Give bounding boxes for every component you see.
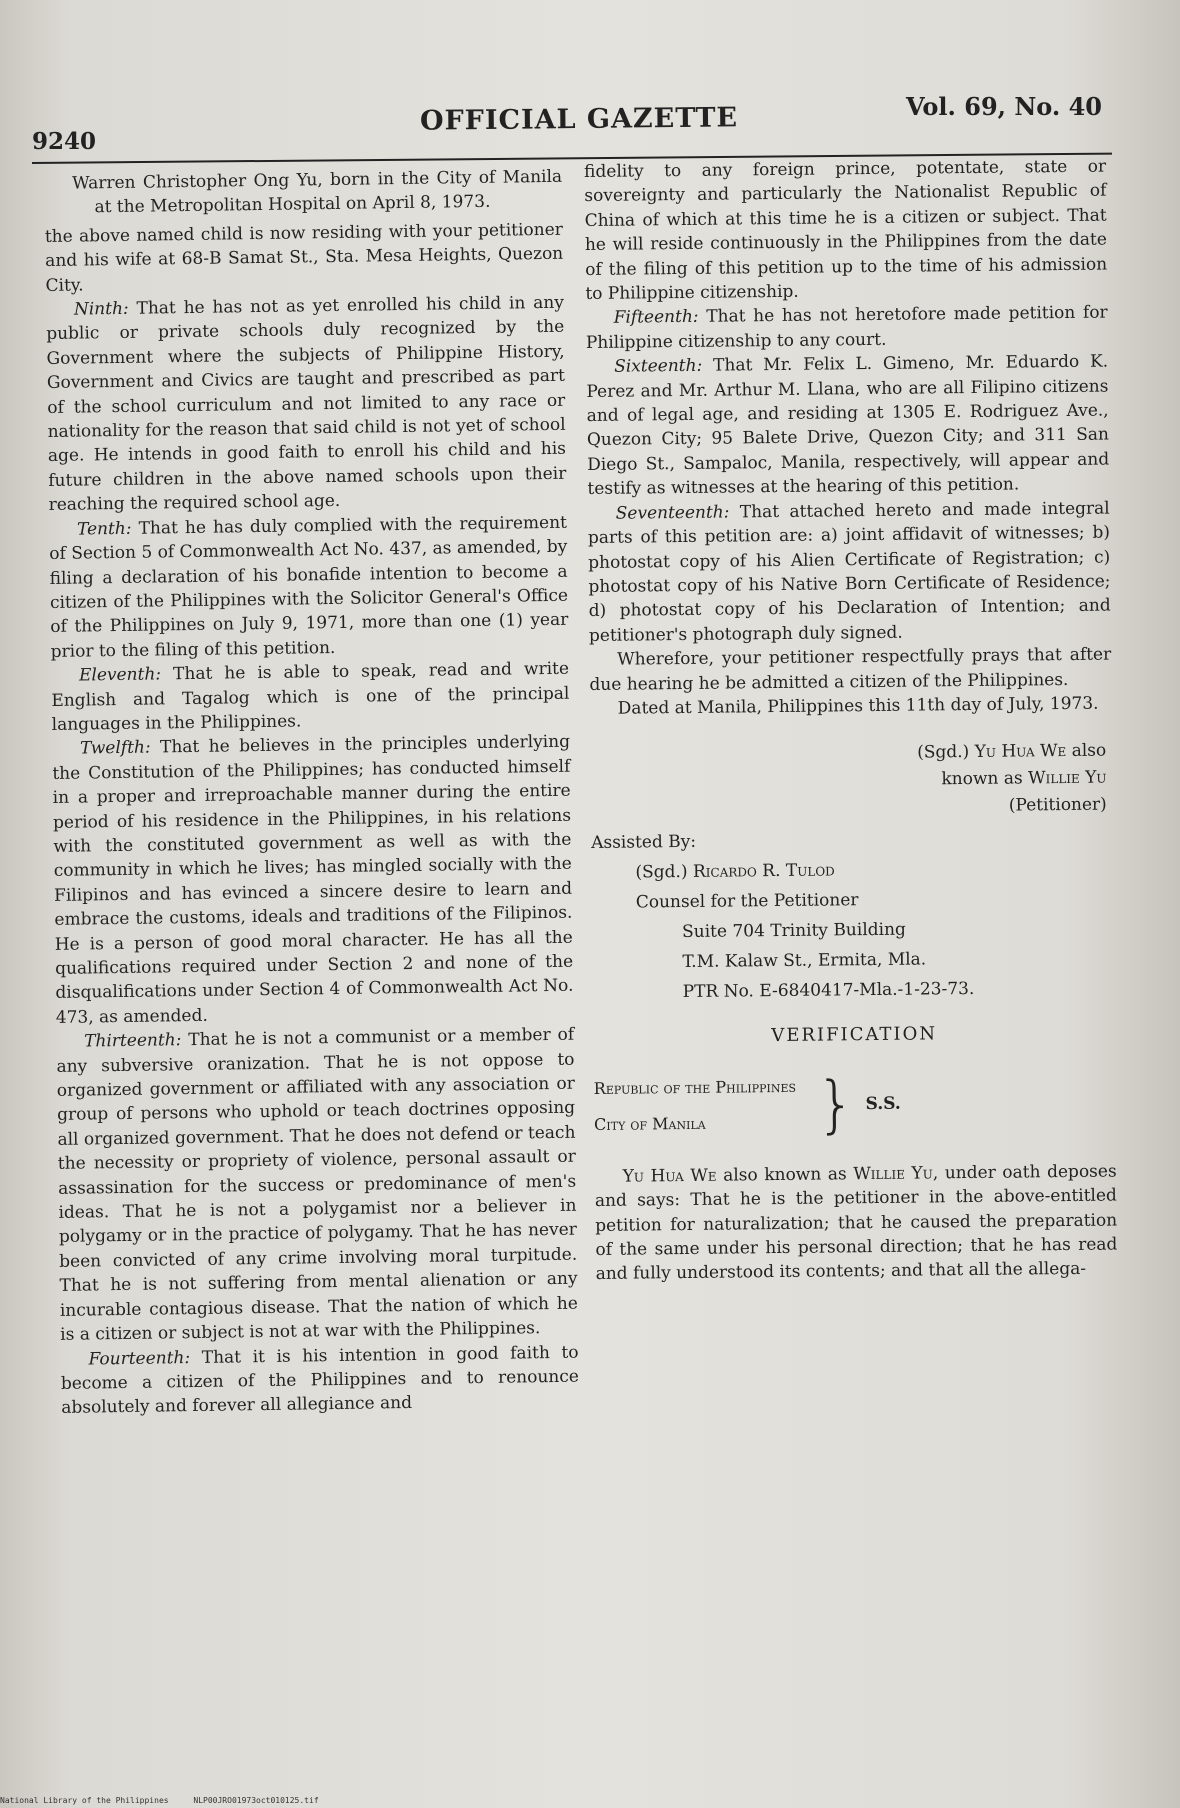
verification-alias: Willie Yu — [853, 1163, 933, 1184]
counsel-address-2: T.M. Kalaw St., Ermita, Mla. — [682, 949, 927, 973]
page-header — [0, 92, 1180, 155]
petitioner-name: Yu Hua We — [974, 741, 1067, 763]
seventeenth-text: That attached hereto and made integral parts of this petition are: a) joint affidavit of witnesses; b) photostat copy of his Alien Certificate of Registration; c) photostat copy of his Native Born Certificate of Residence; d) photostat copy of his Declaration of Intention; and petitioner's photograph duly signed. — [587, 498, 1111, 646]
assisted-by: Assisted By: — [591, 832, 697, 854]
verification-title: VERIFICATION — [771, 1023, 938, 1047]
residence-paragraph: the above named child is now residing with your petitioner and his wife at 68-B Samat St., Sta. Mesa Heights, Quezon City. — [44, 219, 564, 296]
petitioner-signature — [590, 738, 1113, 824]
scan-footer — [0, 1796, 319, 1805]
verification-also-known: also known as — [723, 1164, 847, 1186]
twelfth-paragraph — [52, 730, 574, 1030]
seventeenth-paragraph — [588, 496, 1112, 648]
volume-number: Vol. 69, No. 40 — [906, 92, 1102, 121]
fifteenth-label: Fifteenth: — [613, 307, 699, 329]
continuation-paragraph: fidelity to any foreign prince, potentate, state or sovereignty and particularly the Nationalist Republic of China of which at this time he is a citizen or subject. That he will reside continuously in the Philippines from the date of the filing of this petition up to the time of his admission to Philippine citizenship. — [584, 156, 1108, 305]
sixteenth-label: Sixteenth: — [614, 356, 703, 377]
tenth-paragraph — [49, 510, 569, 664]
left-column — [44, 165, 579, 1421]
eleventh-paragraph — [51, 657, 570, 737]
right-column — [584, 155, 1118, 1287]
thirteenth-paragraph — [56, 1023, 578, 1347]
signature-also: also — [1071, 740, 1107, 762]
verification-name: Yu Hua We — [622, 1165, 717, 1187]
eleventh-label: Eleventh: — [78, 664, 162, 686]
ninth-paragraph — [46, 291, 567, 518]
thirteenth-text: That he is not a communist or a member of any subversive oranization. That he is not oppose to organized government or affiliated with any association or group of persons who uphold or teach doctrines opposing all organized government. That he does not defend or teach the necessity or propriety of violence, personal assault or assassination for the success or predominance of men's ideas. That he is not a polygamist nor a believer in polygamy or in the practice of polygamy. That he has never been convicted of any crime involving moral turpitude. That he is not suffering from mental alienation or any incurable contagious disease. That the nation of which he is a citizen or subject is not at war with the Philippines. — [56, 1024, 578, 1345]
publication-title: OFFICIAL GAZETTE — [419, 102, 739, 137]
twelfth-text: That he believes in the principles underlying the Constitution of the Philippines; has conducted himself in a proper and irreproachable manner during the entire period of his residence in the Philippines, in his relations with the constituted government as well as with the community in which he lives; has mingled socially with the Filipinos and has evinced a sincere desire to learn and embrace the customs, ideals and traditions of the Filipinos. He is a person of good moral character. He has all the qualifications required under Section 2 and none of the disqualifications under Section 4 of Commonwealth Act No. 473, as amended. — [52, 732, 574, 1028]
counsel-sgd: (Sgd.) — [635, 862, 688, 883]
fifteenth-paragraph — [586, 301, 1108, 355]
child-entry: Warren Christopher Ong Yu, born in the City of Manila at the Metropolitan Hospital on April 8, 1973. — [72, 166, 563, 218]
footer-file: NLP00JRO01973oct010125.tif — [193, 1796, 319, 1805]
twelfth-label: Twelfth: — [79, 737, 151, 759]
venue-republic: Republic of the Philippines — [593, 1076, 797, 1098]
dated-paragraph: Dated at Manila, Philippines this 11th day of July, 1973. — [617, 693, 1099, 719]
fourteenth-paragraph — [60, 1340, 579, 1420]
counsel-address-1: Suite 704 Trinity Building — [681, 920, 906, 943]
footer-library: National Library of the Philippines — [0, 1796, 169, 1805]
counsel-name: Ricardo R. Tulod — [692, 860, 835, 883]
seventeenth-label: Seventeenth: — [615, 502, 730, 524]
ninth-text: That he has not as yet enrolled his child in any public or private schools duly recognized by the Government where the subjects of Philippine History, Government and Civics are taught and prescribed as part of the school curriculum and not limited to any race or nationality for the reason that said child is not yet of school age. He intends in good faith to enroll his child and his future children in the above named schools upon their reaching the required school age. — [46, 292, 567, 516]
signature-sgd: (Sgd.) — [917, 742, 970, 763]
counsel-role: Counsel for the Petitioner — [635, 890, 859, 913]
verification-text: , under oath deposes and says: That he is the petitioner in the above-entitled petition for naturalization; that he caused the preparation of the same under his personal direction; that he has read and fully understood its contents; and that all the allega- — [594, 1161, 1118, 1285]
venue-ss: S.S. — [865, 1093, 901, 1114]
verification-venue — [594, 1065, 1117, 1142]
wherefore-paragraph: Wherefore, your petitioner respectfully prays that after due hearing he be admitted a citizen of the Philippines. — [589, 644, 1112, 695]
petitioner-alias: Willie Yu — [1028, 767, 1107, 789]
eleventh-text: That he is able to speak, read and write English and Tagalog which is one of the principal languages in the Philippines. — [51, 658, 570, 735]
counsel-ptr: PTR No. E-6840417-Mla.-1-23-73. — [682, 979, 975, 1003]
venue-city: City of Manila — [593, 1113, 706, 1134]
fifteenth-text: That he has not heretofore made petition for Philippine citizenship to any court. — [585, 302, 1108, 353]
signature-known-as: known as — [941, 768, 1023, 790]
signature-role: (Petitioner) — [1008, 794, 1107, 816]
ninth-label: Ninth: — [73, 298, 129, 320]
sixteenth-text: That Mr. Felix L. Gimeno, Mr. Eduardo K. Perez and Mr. Arthur M. Llana, who are all Filipino citizens and of legal age, and residing at 1305 E. Rodriguez Ave., Quezon City; 95 Balete Drive, Quezon City; and 311 San Diego St., Sampaloc, Manila, respectively, will appear and testify as witnesses at the hearing of this petition. — [586, 351, 1110, 500]
tenth-text: That he has duly complied with the requirement of Section 5 of Commonwealth Act No. 437, as amended, by filing a declaration of his bonafide intention to become a citizen of the Philippines with the Solicitor General's Office of the Philippines on July 9, 1971, more than one (1) year prior to the filing of this petition. — [49, 512, 569, 662]
tenth-label: Tenth: — [76, 518, 132, 540]
verification-paragraph — [595, 1159, 1118, 1286]
fourteenth-text: That it is his intention in good faith to become a citizen of the Philippines and to renounce absolutely and forever all allegiance and — [60, 1342, 580, 1419]
page-number: 9240 — [32, 128, 97, 155]
right-brace-icon: } — [815, 1066, 856, 1141]
thirteenth-label: Thirteenth: — [84, 1030, 182, 1052]
sixteenth-paragraph — [586, 350, 1110, 502]
fourteenth-label: Fourteenth: — [88, 1347, 191, 1369]
